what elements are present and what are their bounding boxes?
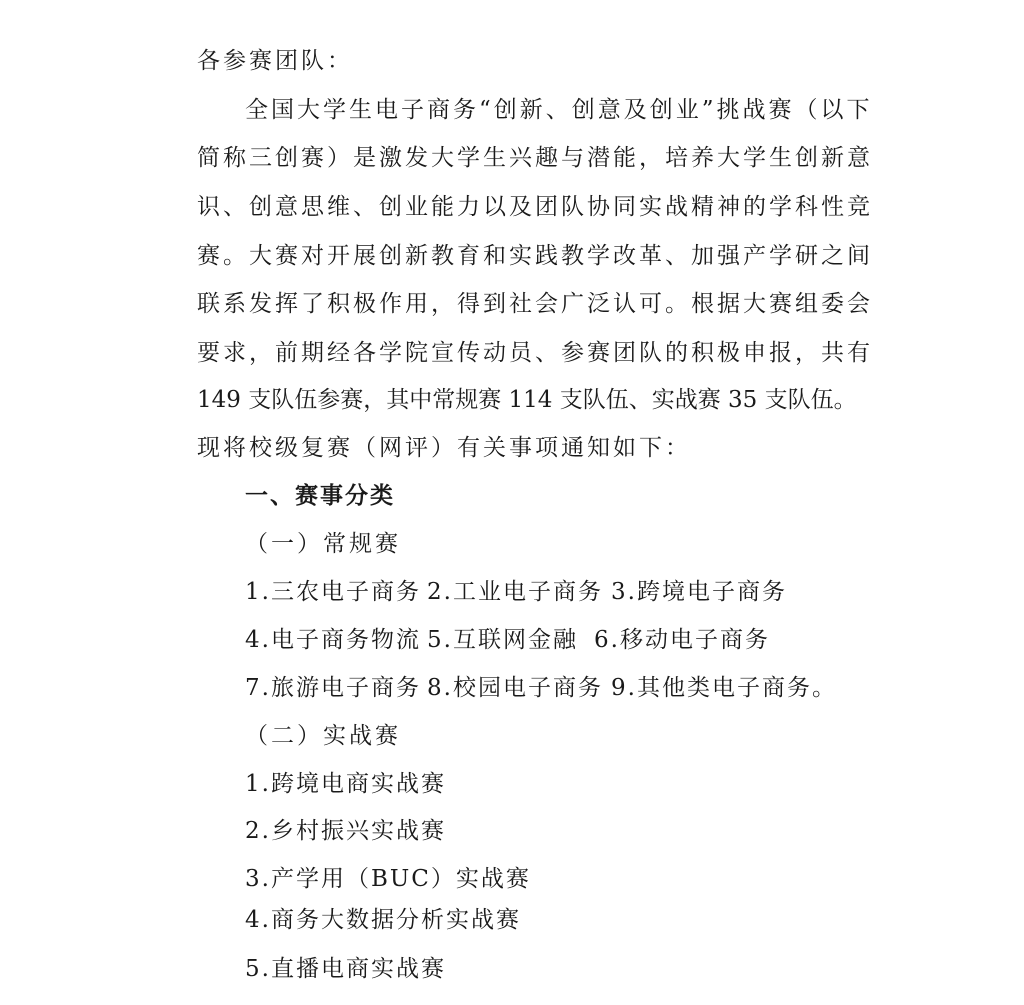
- category-item: 5.互联网金融: [427, 627, 578, 653]
- category-item: 3.跨境电子商务: [611, 579, 787, 605]
- section-heading: 一、赛事分类: [245, 483, 395, 509]
- intro-line: 全国大学生电子商务“创新、创意及创业”挑战赛（以下: [245, 97, 873, 123]
- category-item: 7.旅游电子商务: [245, 675, 421, 701]
- category-item: 4.电子商务物流: [245, 627, 421, 653]
- intro-line: 要求，前期经各学院宣传动员、参赛团队的积极申报，共有: [197, 340, 873, 366]
- intro-line: 现将校级复赛（网评）有关事项通知如下：: [197, 435, 691, 461]
- category-item: 1.三农电子商务: [245, 579, 421, 605]
- subsection-title-regular: （一）常规赛: [245, 531, 401, 557]
- category-item: 8.校园电子商务: [427, 675, 603, 701]
- intro-line: 识、创意思维、创业能力以及团队协同实战精神的学科性竞: [197, 194, 873, 220]
- practical-item: 1.跨境电商实战赛: [245, 771, 446, 797]
- intro-line: 149 支队伍参赛，其中常规赛 114 支队伍、实战赛 35 支队伍。: [197, 387, 857, 413]
- category-item: 2.工业电子商务: [427, 579, 603, 605]
- practical-item: 5.直播电商实战赛: [245, 956, 446, 982]
- practical-item: 3.产学用（BUC）实战赛: [245, 866, 531, 892]
- category-item: 6.移动电子商务: [594, 627, 770, 653]
- practical-item: 4.商务大数据分析实战赛: [245, 907, 521, 933]
- intro-line: 赛。大赛对开展创新教育和实践教学改革、加强产学研之间: [197, 243, 873, 269]
- intro-line: 联系发挥了积极作用，得到社会广泛认可。根据大赛组委会: [197, 291, 873, 317]
- category-item: 9.其他类电子商务。: [611, 675, 837, 701]
- intro-line: 简称三创赛）是激发大学生兴趣与潜能，培养大学生创新意: [197, 145, 873, 171]
- practical-item: 2.乡村振兴实战赛: [245, 818, 446, 844]
- salutation: 各参赛团队：: [197, 48, 353, 74]
- subsection-title-practical: （二）实战赛: [245, 723, 401, 749]
